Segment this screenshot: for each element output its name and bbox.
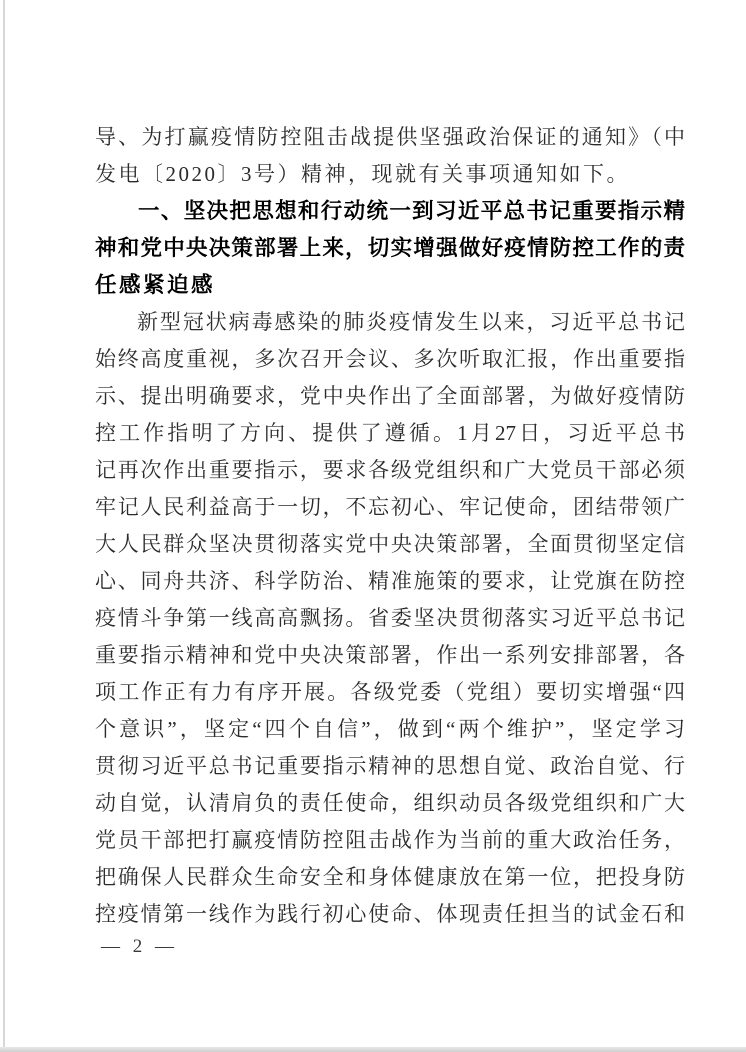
- body-line: 重要指示精神和党中央决策部署，作出一系列安排部署，各: [95, 643, 685, 667]
- body-line: 记再次作出重要指示，要求各级党组织和广大党员干部必须: [95, 458, 685, 482]
- body-line: 控工作指明了方向、提供了遵循。1月27日，习近平总书: [95, 421, 685, 445]
- body-line: 始终高度重视，多次召开会议、多次听取汇报，作出重要指: [95, 347, 685, 371]
- intro-line: 导、为打赢疫情防控阻击战提供坚强政治保证的通知》（中: [95, 125, 685, 149]
- body-line: 动自觉，认清肩负的责任使命，组织动员各级党组织和广大: [95, 791, 685, 815]
- intro-line: 发电〔2020〕3号）精神，现就有关事项通知如下。: [95, 162, 630, 186]
- body-line: 党员干部把打赢疫情防控阻击战作为当前的重大政治任务，: [95, 828, 685, 852]
- section-heading-line: 任感紧迫感: [95, 273, 216, 297]
- body-line: 示、提出明确要求，党中央作出了全面部署，为做好疫情防: [95, 384, 685, 408]
- section-heading-line: 一、坚决把思想和行动统一到习近平总书记重要指示精: [138, 199, 685, 223]
- body-line: 心、同舟共济、科学防治、精准施策的要求，让党旗在防控: [95, 569, 685, 593]
- body-line: 疫情斗争第一线高高飘扬。省委坚决贯彻落实习近平总书记: [95, 606, 685, 630]
- body-line: 个意识”，坚定“四个自信”，做到“两个维护”，坚定学习: [95, 717, 685, 741]
- page-number: — 2 —: [101, 936, 178, 957]
- section-heading-line: 神和党中央决策部署上来，切实增强做好疫情防控工作的责: [95, 236, 685, 260]
- body-line: 把确保人民群众生命安全和身体健康放在第一位，把投身防: [95, 865, 685, 889]
- body-line: 控疫情第一线作为践行初心使命、体现责任担当的试金石和: [95, 902, 685, 926]
- document-text-block: [95, 119, 685, 933]
- scan-edge-left: [3, 0, 5, 1052]
- body-line: 贯彻习近平总书记重要指示精神的思想自觉、政治自觉、行: [95, 754, 685, 778]
- body-line: 项工作正有力有序开展。各级党委（党组）要切实增强“四: [95, 680, 685, 704]
- scan-edge-bottom: [0, 1047, 746, 1052]
- body-line: 新型冠状病毒感染的肺炎疫情发生以来，习近平总书记: [137, 310, 685, 334]
- body-line: 大人民群众坚决贯彻落实党中央决策部署，全面贯彻坚定信: [95, 532, 685, 556]
- body-line: 牢记人民利益高于一切，不忘初心、牢记使命，团结带领广: [95, 495, 685, 519]
